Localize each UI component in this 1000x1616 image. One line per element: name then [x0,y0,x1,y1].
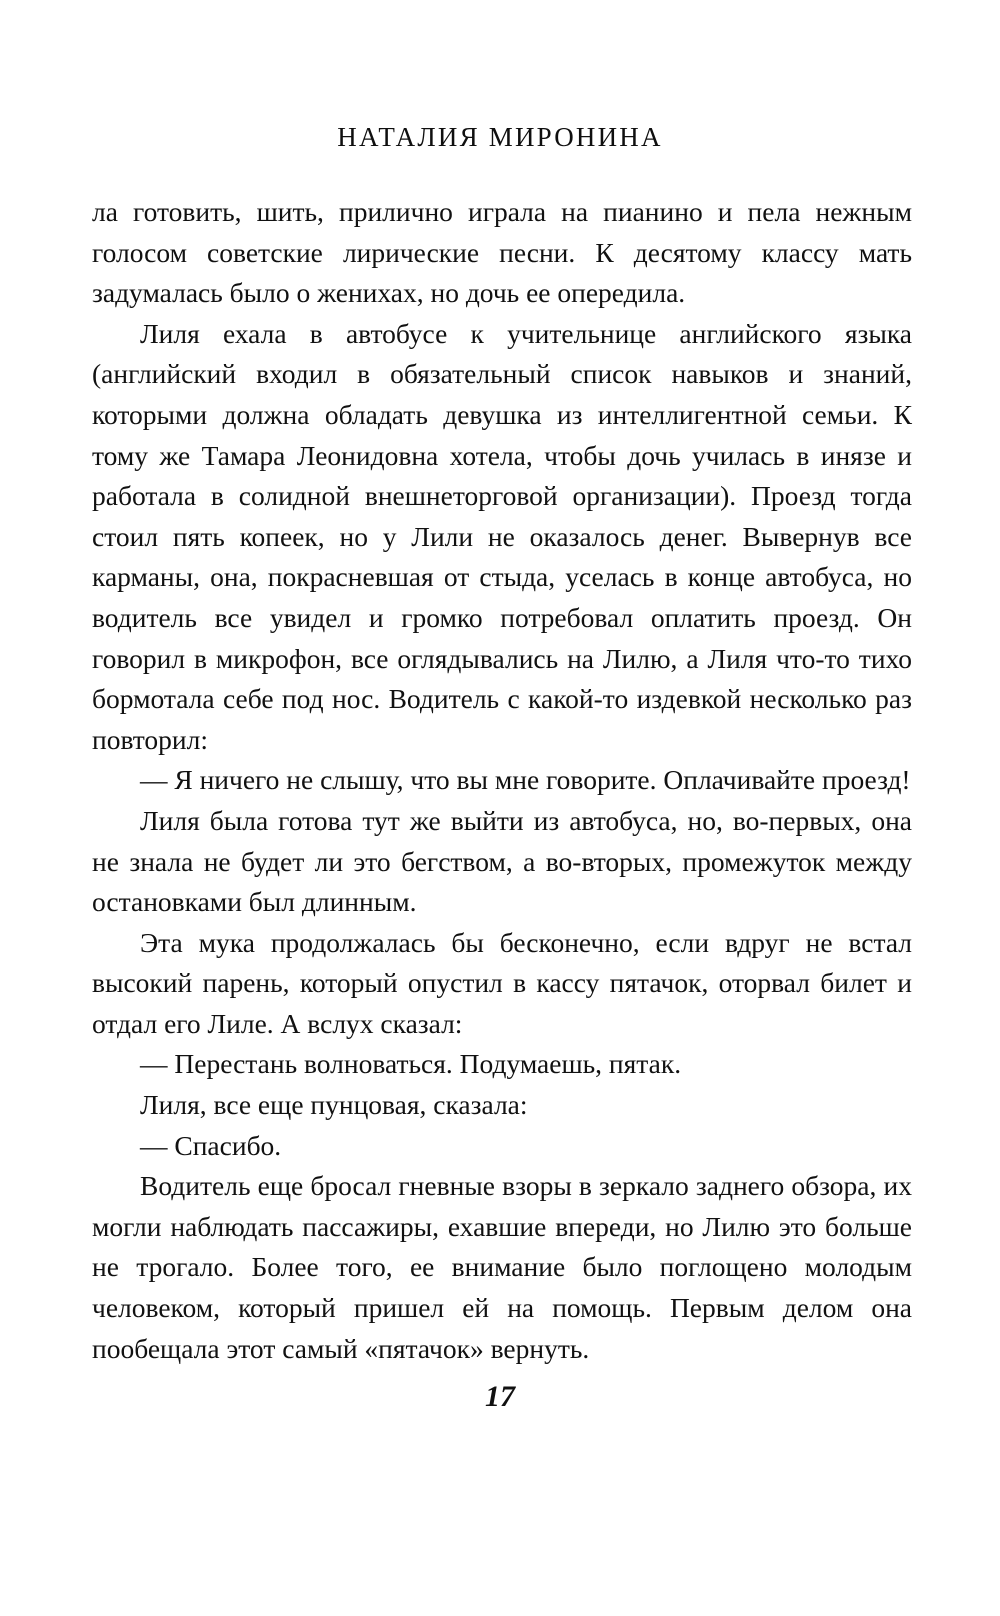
running-head: НАТАЛИЯ МИРОНИНА [337,122,663,152]
paragraph: Эта мука продолжалась бы бесконечно, если вдруг не встал высокий парень, который опустил в кассу пятачок, оторвал билет и отдал его Лиле. А вслух сказал: [92,926,912,1039]
paragraph: — Спасибо. [140,1129,282,1161]
paragraph: ла готовить, шить, прилично играла на пианино и пела нежным голосом советские лирические песни. К десятому классу мать задумалась было о женихах, но дочь ее опередила. [92,196,912,309]
paragraph: Водитель еще бросал гневные взоры в зеркало заднего обзора, их могли наблюдать пассажиры, ехавшие впереди, но Лилю это больше не трогало. Более того, ее внимание было поглощено молодым человеком, который пришел ей на помощь. Первым делом она пообещала этот самый «пятачок» вернуть. [92,1170,912,1364]
body-text [92,192,912,1369]
paragraph: Лиля ехала в автобусе к учительнице английского языка (английский входил в обязательный список навыков и знаний, которыми должна обладать девушка из интеллигентной семьи. К тому же Тамара Леонидовна хотела, чтобы дочь училась в инязе и работала в солидной внешнеторговой организации). Проезд тогда стоил пять копеек, но у Лили не оказалось денег. Вывернув все карманы, она, покрасневшая от стыда, уселась в конце автобуса, но водитель все увидел и громко потребовал оплатить проезд. Он говорил в микрофон, все оглядывались на Лилю, а Лиля что-то тихо бормотала себе под нос. Водитель с какой-то издевкой несколько раз повторил: [92,317,912,755]
page-number: 17 [485,1380,515,1413]
paragraph: — Перестань волноваться. Подумаешь, пятак. [140,1048,682,1080]
paragraph: Лиля была готова тут же выйти из автобуса, но, во-первых, она не знала не будет ли это бегством, а во-вторых, промежуток между остановками был длинным. [92,804,912,918]
paragraph: — Я ничего не слышу, что вы мне говорите. Оплачивайте проезд! [140,764,911,796]
paragraph: Лиля, все еще пунцовая, сказала: [140,1089,528,1121]
